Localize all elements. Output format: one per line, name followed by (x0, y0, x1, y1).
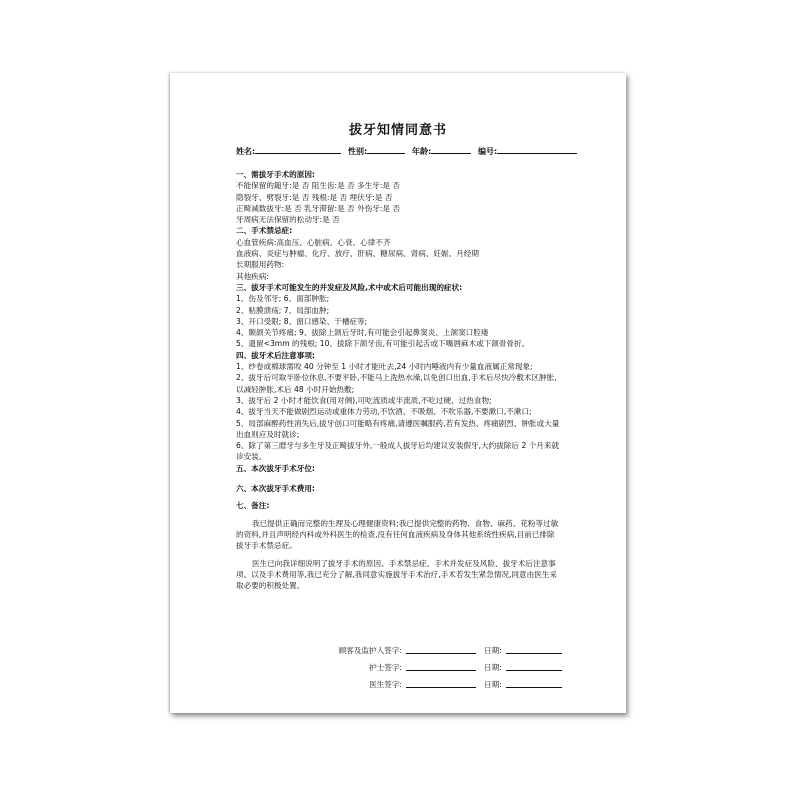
age-field-line (431, 145, 471, 154)
date-label: 日期: (484, 646, 502, 655)
consent-form-sheet (170, 73, 626, 713)
number-label: 编号: (478, 147, 498, 156)
complication-line: 2、粘膜溃疡; 7、局部血肿; (236, 305, 330, 315)
contraindication-line: 血液病、炎症与肿瘤、化疗、放疗、肝病、糖尿病、肾病、妊娠、月经期 (236, 249, 479, 259)
patient-date-line (506, 653, 562, 654)
document-title: 拔牙知情同意书 (348, 123, 447, 138)
complication-line: 5、遗留<3mm 的残根; 10、拔除下颌牙齿,有可能引起舌或下嘴唇麻木或下颌骨骨折。 (236, 339, 530, 349)
nurse-date-line (506, 670, 562, 671)
section-remarks-heading: 七、备注: (236, 501, 270, 511)
reason-line: 正畸减数拔牙:是 否 乳牙滞留:是 否 外伤牙:是 否 (236, 203, 401, 213)
patient-signature-line (406, 653, 476, 654)
gender-field-line (367, 145, 405, 154)
doctor-signature-row (236, 679, 562, 696)
section-complications-heading: 三、拔牙手术可能发生的并发症及风险,术中或术后可能出现的症状: (236, 282, 463, 292)
name-field-line (255, 145, 341, 154)
doctor-signature-label: 医生签字: (369, 680, 402, 689)
contraindication-line: 心血管疾病:高血压、心脏病、心衰、心律不齐 (236, 237, 391, 247)
doctor-date-line (506, 687, 562, 688)
complication-line: 4、颞颌关节疼痛; 9、拔除上颌后牙时,有可能会引起鼻窦炎、上颌窦口腔瘘 (236, 328, 489, 338)
aftercare-item: 4、拔牙当天不能做剧烈运动或重体力劳动,不饮酒、不吸烟、不吹乐器,不要漱口,不漱口; (236, 407, 532, 417)
nurse-signature-label: 护士签字: (369, 663, 402, 672)
patient-info-row (236, 145, 566, 157)
document-body (236, 169, 562, 591)
aftercare-item: 5、局部麻醉药性消失后,拔牙创口可能略有疼痛,请遵医嘱服药,若有发热、疼痛剧烈、肿胀或大量出血则应及时就诊; (236, 418, 560, 439)
nurse-signature-line (406, 670, 476, 671)
reason-line: 不能保留的鎚牙:是 否 阻生齿:是 否 多生牙:是 否 (236, 181, 401, 191)
section-fee-heading: 六、本次拔牙手术费用: (236, 484, 315, 494)
date-label: 日期: (484, 663, 502, 672)
contraindication-line: 长期服用药物: (236, 260, 285, 270)
patient-signature-label: 顾客及监护人签字: (338, 646, 402, 655)
section-tooth-position-heading: 五、本次拔牙手术牙位: (236, 463, 315, 473)
section-aftercare-heading: 四、拔牙术后注意事项: (236, 350, 315, 360)
date-label: 日期: (484, 680, 502, 689)
section-reasons-heading: 一、需拔牙手术的原因: (236, 170, 315, 179)
gender-label: 性别: (348, 147, 368, 156)
contraindication-line: 其他疾病: (236, 271, 269, 281)
doctor-signature-line (406, 687, 476, 688)
aftercare-item: 3、拔牙后 2 小时才能饮食(用对侧),可吃流质或半流质,不吃过硬、过热食物; (236, 395, 492, 405)
complication-line: 1、伤及邻牙; 6、面部肿胀; (236, 294, 330, 304)
patient-signature-row (236, 645, 562, 662)
aftercare-item: 1、纱卷或棉球需咬 40 分钟至 1 小时才能吐去,24 小时内唾液内有少量血液属正常现象; (236, 362, 533, 372)
complication-line: 3、开口受限; 8、窗口感染、干槽症等; (236, 316, 368, 326)
signature-block (236, 645, 562, 696)
section-contraindications-heading: 二、手术禁忌症: (236, 226, 293, 236)
nurse-signature-row (236, 662, 562, 679)
consent-paragraph: 医生已向我详细说明了拔牙手术的原因、手术禁忌症、手术并发症及风险、拔牙术后注意事项、以及手术费用等,我已充分了解,我同意实施拔牙手术治疗,手术若发生紧急情况,同意由医生采取必要的积极处置。 (236, 558, 557, 591)
aftercare-item: 2、拔牙后可取半卧位休息,不要平卧,不能马上洗热水澡,以免创口出血,手术后尽快冷敷术区肿胀,以减轻肿胀,术后 48 小时开始热敷; (236, 373, 557, 394)
remarks-paragraph: 我已提供正确而完整的生理及心理健康资料;我已提供完整的药物、食物、麻药、花粉等过敏的资料,并且声明经内科或外科医生的检查,没有任何血液疾病及身体其他系统性疾病,目前已排除拔牙手术禁忌症。 (236, 518, 559, 551)
aftercare-item: 6、除了第三磨牙与多生牙及正畸拔牙外,一般成人拔牙后均建议安装假牙,大约拔除后 2 个月来就诊安装。 (236, 441, 560, 462)
reason-line: 隐裂牙、劈裂牙:是 否 残根:是 否 埋伏牙:是 否 (236, 192, 393, 202)
number-field-line (497, 145, 577, 154)
reason-line: 牙周病无法保留的松动牙:是 否 (236, 215, 340, 225)
age-label: 年龄: (412, 147, 432, 156)
name-label: 姓名: (236, 147, 256, 156)
